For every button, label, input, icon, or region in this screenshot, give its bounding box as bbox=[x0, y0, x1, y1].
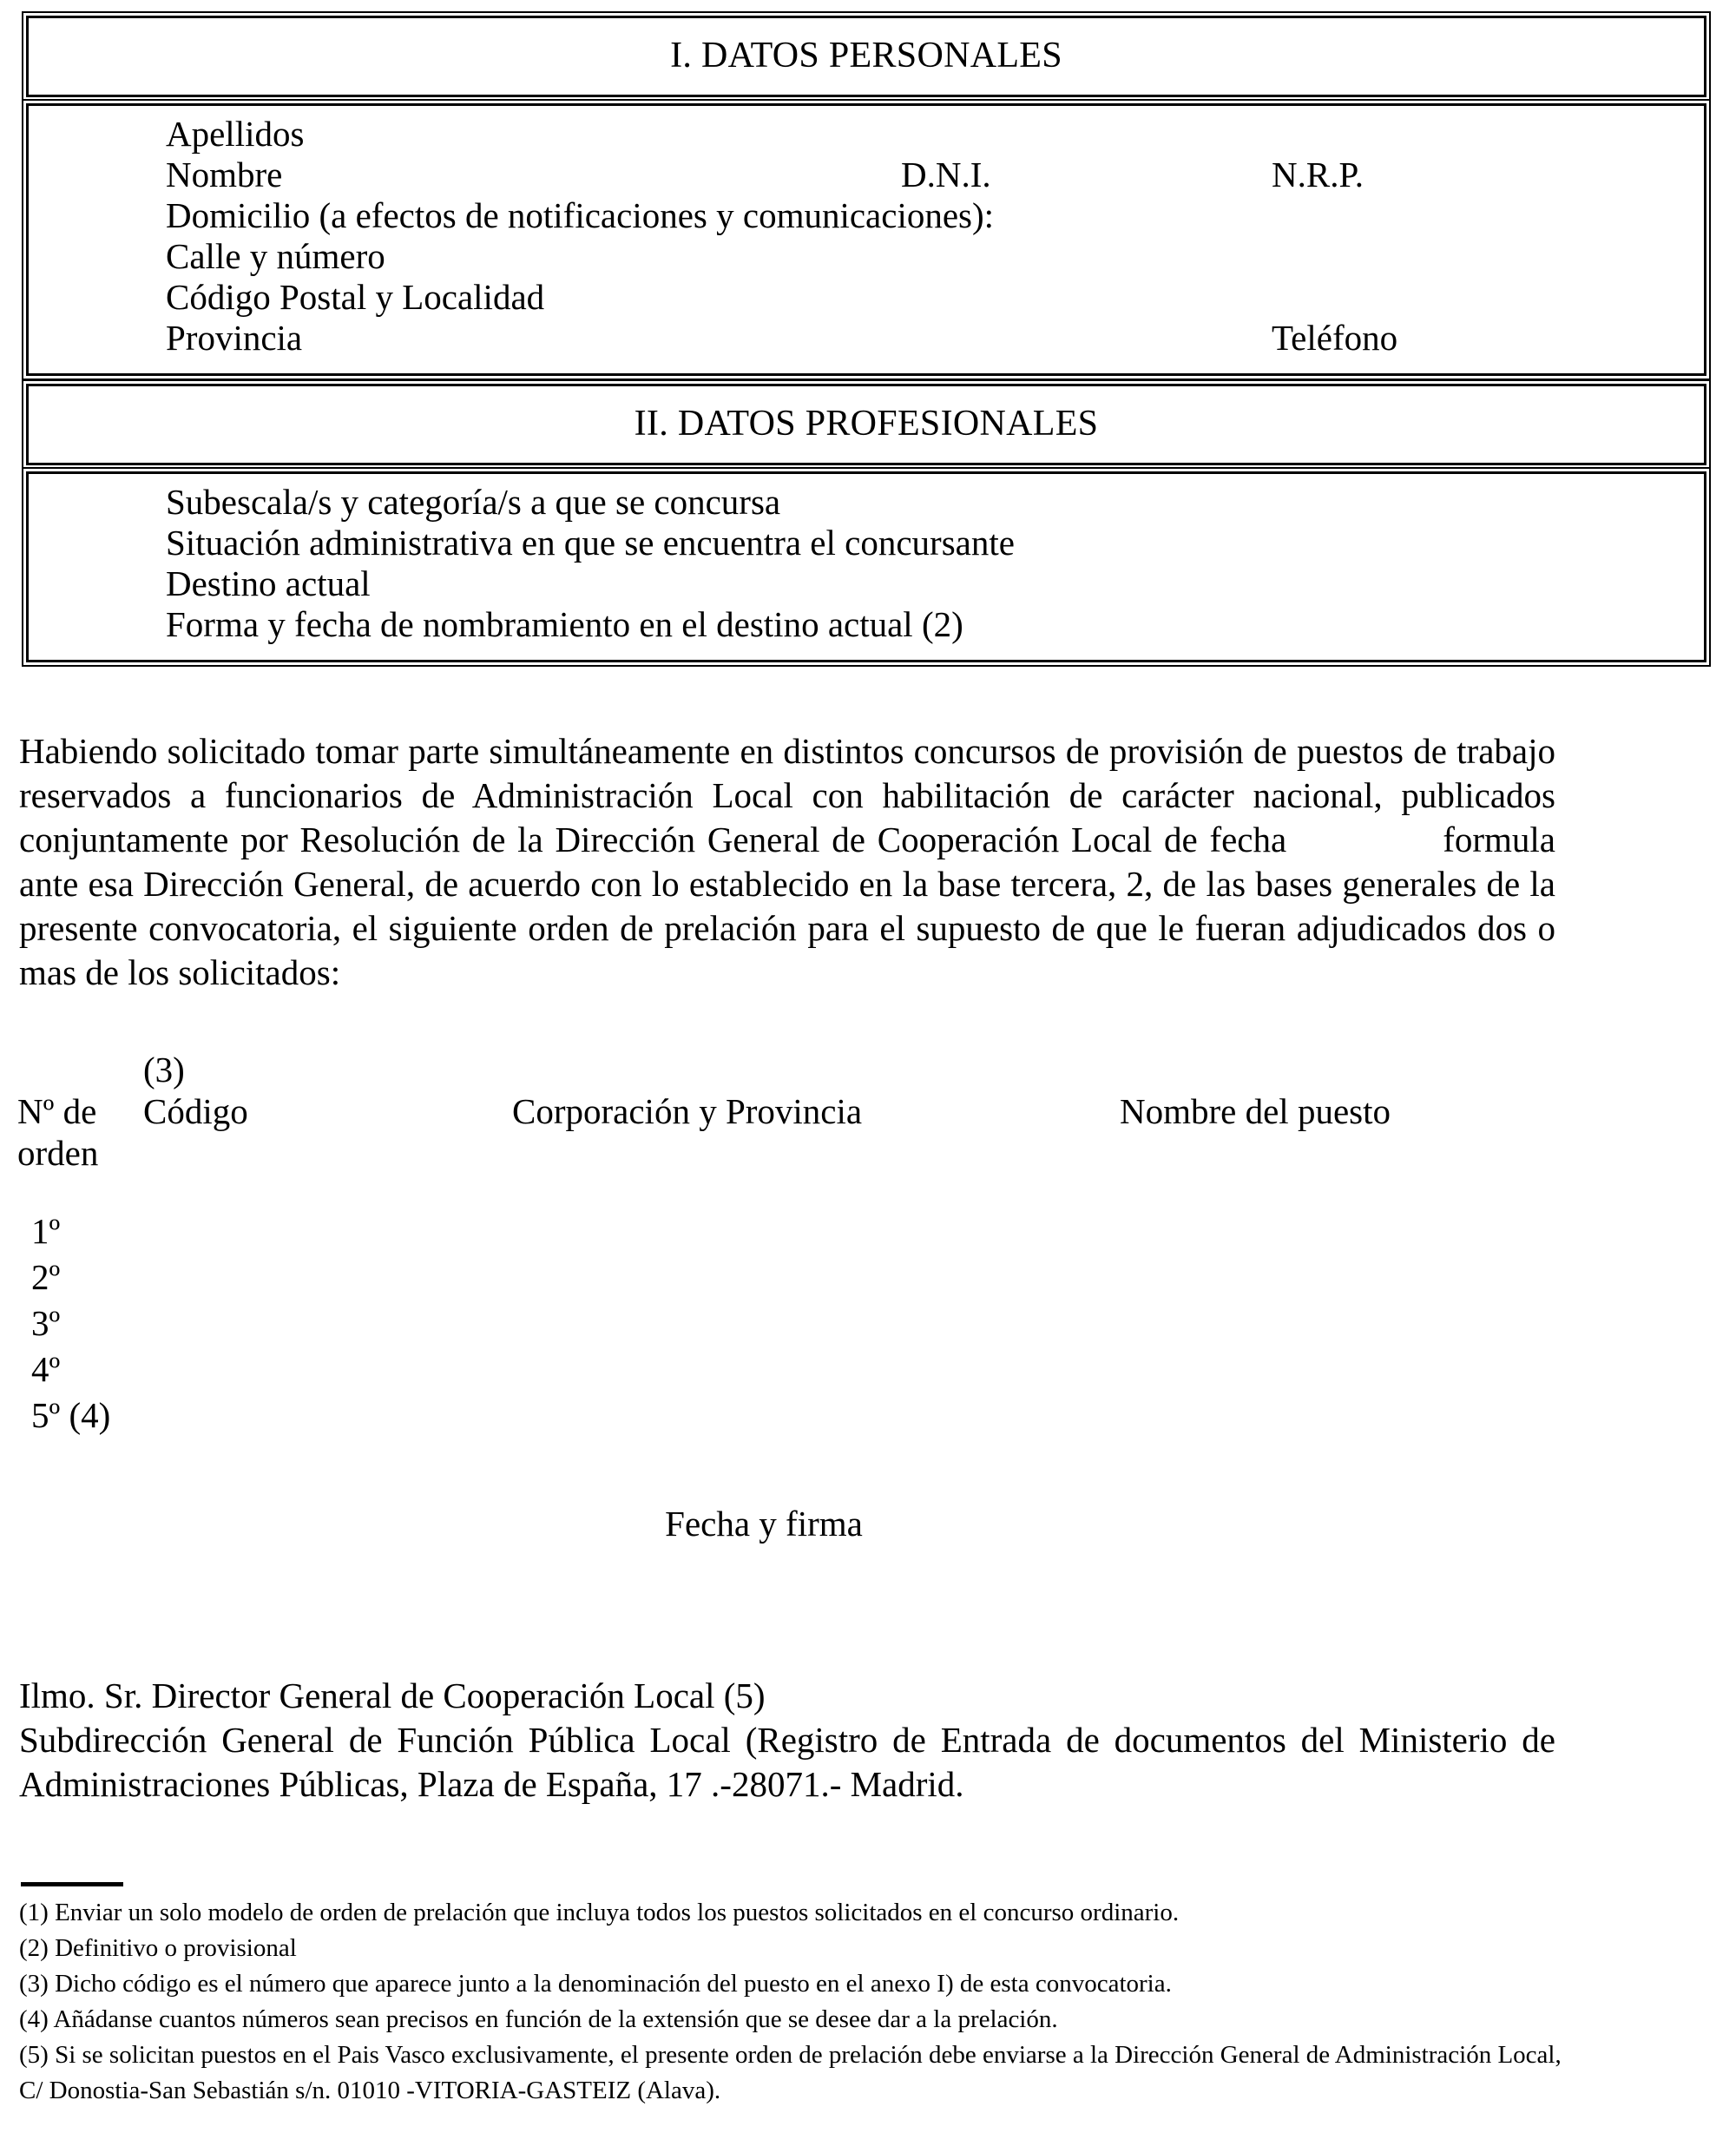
label-forma-fecha-nombramiento: Forma y fecha de nombramiento en el destino actual (2) bbox=[166, 604, 963, 644]
address-line-director: Ilmo. Sr. Director General de Cooperación Local (5) bbox=[19, 1675, 766, 1715]
footnote-separator bbox=[21, 1882, 123, 1886]
section-personal-header-box bbox=[26, 16, 1706, 97]
section-professional-fields bbox=[29, 474, 1704, 660]
section-personal-heading: I. DATOS PERSONALES bbox=[670, 36, 1062, 76]
field-row-apellidos bbox=[29, 116, 1704, 157]
table-row[interactable]: 3º bbox=[31, 1303, 61, 1343]
body-paragraph bbox=[19, 729, 1555, 995]
body-paragraph-part2: formula ante esa Dirección General, de acuerdo con lo establecido en la base tercera, 2, de las bases generales de la presente convocatoria, el siguiente orden de prelación para el supuesto de que le fueran adjudicados dos o mas de los solicitados: bbox=[19, 820, 1555, 992]
table-row[interactable]: 2º bbox=[31, 1257, 61, 1297]
signature-label: Fecha y firma bbox=[665, 1504, 863, 1544]
column-header-corporacion-provincia: Corporación y Provincia bbox=[512, 1091, 863, 1131]
label-telefono: Teléfono bbox=[1272, 318, 1398, 358]
field-row-subescala bbox=[29, 484, 1704, 525]
field-row-provincia bbox=[29, 320, 1704, 361]
field-row-domicilio bbox=[29, 195, 1704, 239]
label-nombre: Nombre bbox=[166, 155, 283, 194]
label-situacion-administrativa: Situación administrativa en que se encuentra el concursante bbox=[166, 523, 1015, 563]
footnotes-list bbox=[19, 1895, 1573, 2109]
form-boxes-container bbox=[26, 16, 1706, 670]
label-destino-actual: Destino actual bbox=[166, 563, 371, 603]
label-subescala: Subescala/s y categoría/s a que se concursa bbox=[166, 482, 781, 522]
section-professional-header-box bbox=[26, 384, 1706, 465]
field-row-situacion bbox=[29, 525, 1704, 566]
column-header-order-line1: Nº de bbox=[17, 1091, 97, 1131]
field-row-destino bbox=[29, 563, 1704, 607]
field-row-calle bbox=[29, 236, 1704, 280]
label-apellidos: Apellidos bbox=[166, 114, 305, 154]
label-domicilio: Domicilio (a efectos de notificaciones y comunicaciones): bbox=[166, 195, 995, 235]
column-header-nombre-puesto: Nombre del puesto bbox=[1120, 1091, 1391, 1131]
label-calle: Calle y número bbox=[166, 236, 385, 276]
label-dni: D.N.I. bbox=[901, 155, 991, 194]
table-row[interactable]: 1º bbox=[31, 1211, 61, 1251]
table-row[interactable]: 5º (4) bbox=[31, 1395, 111, 1435]
footnote-3: (3) Dicho código es el número que aparece junto a la denominación del puesto en el anexo I) de esta convocatoria. bbox=[19, 1970, 1172, 1998]
label-nrp: N.R.P. bbox=[1272, 155, 1364, 194]
code-footnote-marker: (3) bbox=[143, 1050, 185, 1090]
table-row[interactable]: 4º bbox=[31, 1349, 61, 1389]
footnote-5: (5) Si se solicitan puestos en el Pais Vasco exclusivamente, el presente orden de prelación debe enviarse a la Dirección General de Administración Local, C/ Donostia-San Sebastián s/n. 01010 -VITORIA-GASTEIZ (Alava). bbox=[19, 2041, 1562, 2104]
label-provincia: Provincia bbox=[166, 318, 303, 358]
footnote-2: (2) Definitivo o provisional bbox=[19, 1934, 297, 1962]
field-row-codigo-postal bbox=[29, 277, 1704, 320]
section-professional-body-box bbox=[26, 471, 1706, 662]
column-header-codigo: Código bbox=[143, 1091, 248, 1131]
label-codigo-postal: Código Postal y Localidad bbox=[166, 277, 545, 317]
section-personal-body-box bbox=[26, 103, 1706, 376]
body-paragraph-part1: Habiendo solicitado tomar parte simultáneamente en distintos concursos de provisión de puestos de trabajo reservados a funcionarios de Administración Local con habilitación de carácter nacional, publicados conjuntamente por Resolución de la Dirección General de Cooperación Local de fecha bbox=[19, 731, 1555, 859]
address-block bbox=[19, 1674, 1555, 1807]
address-line-subdireccion: Subdirección General de Función Pública Local (Registro de Entrada de documentos del Ministerio de Administraciones Públicas, Plaza de España, 17 .-28071.- Madrid. bbox=[19, 1720, 1555, 1804]
footnote-4: (4) Añádanse cuantos números sean precisos en función de la extensión que se desee dar a la prelación. bbox=[19, 2005, 1058, 2033]
section-personal-fields bbox=[29, 106, 1704, 373]
column-header-order-line2: orden bbox=[17, 1133, 99, 1173]
prelation-table-rows bbox=[31, 1208, 110, 1438]
field-row-nombramiento bbox=[29, 604, 1704, 648]
footnote-1: (1) Enviar un solo modelo de orden de prelación que incluya todos los puestos solicitados en el concurso ordinario. bbox=[19, 1899, 1180, 1926]
field-row-nombre bbox=[29, 157, 1704, 198]
section-professional-heading: II. DATOS PROFESIONALES bbox=[634, 404, 1099, 444]
